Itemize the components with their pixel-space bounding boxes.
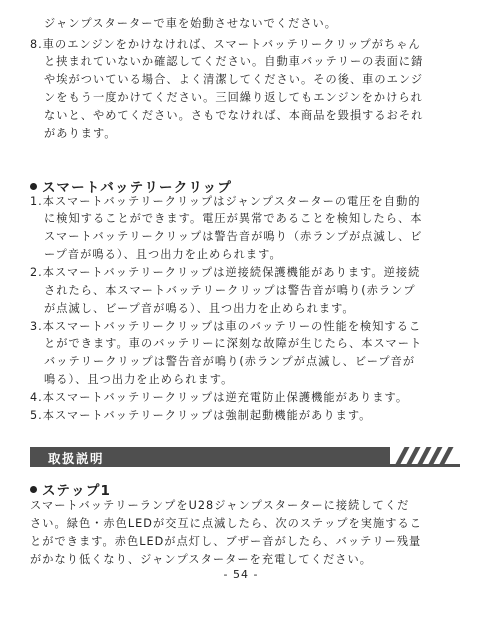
clip-line: に検知することができます。電圧が異常であることを検知したら、本 xyxy=(44,212,423,226)
clip-line: ープ音が鳴る）、且つ出力を止められます。 xyxy=(44,248,282,262)
clip-section-heading xyxy=(30,176,232,196)
section-banner xyxy=(30,447,460,467)
intro-line: や埃がついている場合、よく清潔してください。その後、車のエンジ xyxy=(44,73,424,87)
bullet-icon xyxy=(30,486,37,493)
intro-line: ンをもう一度かけてください。三回繰り返してもエンジンをかけられ xyxy=(44,91,423,105)
step-line: スマートバッテリーランプをU28ジャンプスターターに接続してくだ xyxy=(30,499,410,513)
clip-line: 2.本スマートバッテリークリップは逆接続保護機能があります。逆接続 xyxy=(30,266,421,280)
step-line: がかなり低くなり、ジャンプスターターを充電してください。 xyxy=(30,552,372,566)
step-title: ステップ1 xyxy=(42,483,112,500)
clip-line: 5.本スマートバッテリークリップは強制起動機能があります。 xyxy=(30,408,372,422)
clip-line: 4.本スマートバッテリークリップは逆充電防止保護機能があります。 xyxy=(30,391,409,405)
intro-line: ないと、やめてください。さもでなければ、本商品を毀損するおそれ xyxy=(44,109,424,123)
clip-line: されたら、本スマートバッテリークリップは警告音が鳴り(赤ランプ xyxy=(44,283,416,297)
step-heading xyxy=(30,479,111,499)
clip-line: 1.本スマートバッテリークリップはジャンプスターターの電圧を自動的 xyxy=(30,194,421,208)
clip-line: バッテリークリップは警告音が鳴り(赤ランプが点滅し、ビープ音が xyxy=(44,355,416,369)
step-line: とができます。赤色LEDが点灯し、ブザー音がしたら、バッテリー残量 xyxy=(30,534,422,548)
clip-line: が点滅し、ビープ音が鳴る）、且つ出力を止められます。 xyxy=(44,301,355,315)
banner-title: 取扱説明 xyxy=(48,451,105,467)
page-number: - 54 - xyxy=(223,567,259,581)
clip-line: 鳴る）、且つ出力を止められます。 xyxy=(44,373,234,387)
banner-stripe xyxy=(439,447,453,464)
intro-line: と挟まれていないか確認してください。自動車バッテリーの表面に錆 xyxy=(44,55,424,69)
clip-section-title: スマートバッテリークリップ xyxy=(42,179,233,196)
intro-line: があります。 xyxy=(44,126,117,140)
clip-line: とができます。車のバッテリーに深刻な故障が生じたら、本スマート xyxy=(44,337,423,351)
clip-line: 3.本スマートバッテリークリップは車のバッテリーの性能を検知するこ xyxy=(30,319,422,333)
intro-line: ジャンプスターターで車を始動させないでください。 xyxy=(44,16,338,30)
bullet-icon xyxy=(30,183,37,190)
intro-line: 8.車のエンジンをかけなければ、スマートバッテリークリップがちゃん xyxy=(30,37,421,51)
clip-line: スマートバッテリークリップは警告音が鳴り（赤ランプが点滅し、ビ xyxy=(44,230,423,244)
step-line: さい。緑色・赤色LEDが交互に点滅したら、次のステップを実施するこ xyxy=(30,517,422,530)
